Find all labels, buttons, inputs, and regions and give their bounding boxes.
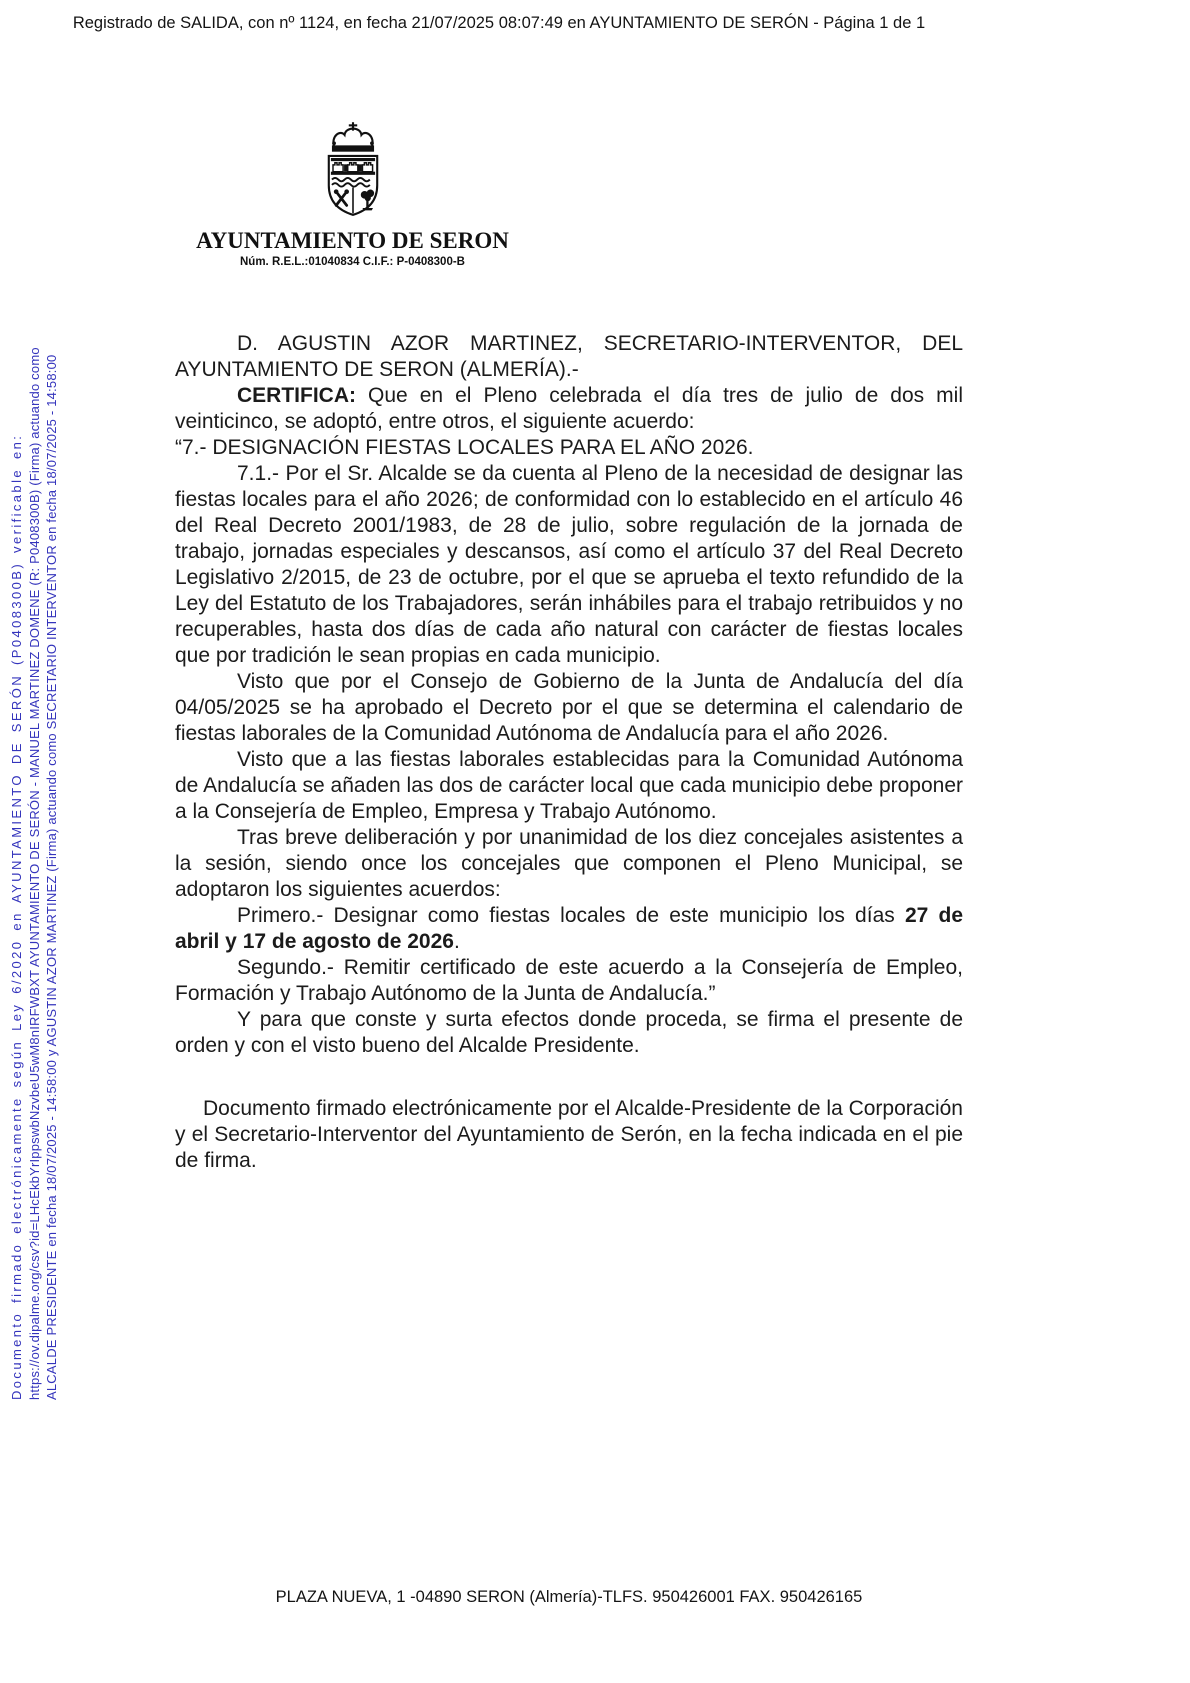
footer-address: PLAZA NUEVA, 1 -04890 SERON (Almería)-TLFS. 950426001 FAX. 950426165: [275, 1588, 863, 1606]
signature-verification-line: Documento firmado electrónicamente según Ley 6/2020 en AYUNTAMIENTO DE SERÓN (P0408300B) verificable en:: [9, 433, 24, 1400]
signature-signers-line: ALCALDE PRESIDENTE en fecha 18/07/2025 - 14:58:00 y AGUSTIN AZOR MARTINEZ (Firma) actuando como SECRETARIO INTERVENTOR en fecha 18/07/2025 - 14:58:00: [44, 354, 59, 1400]
letterhead: [195, 118, 510, 268]
municipality-name: AYUNTAMIENTO DE SERON: [196, 228, 509, 253]
signature-url-line: https://ov.dipalme.org/csv?id=LHcEkbYrIppswbNzvbeU5wM8nIRFWBXT AYUNTAMIENTO DE SERÓN - MANUEL MARTINEZ DOMENE (R: P0408300B) (Firma) actuando como: [26, 347, 42, 1400]
certificate-intro: D. AGUSTIN AZOR MARTINEZ, SECRETARIO-INTERVENTOR, DEL AYUNTAMIENTO DE SERON (ALMERÍA).-: [175, 332, 963, 381]
certifica-label: CERTIFICA:: [237, 384, 356, 407]
paragraph-cierre: Y para que conste y surta efectos donde proceda, se firma el presente de orden y con el visto bueno del Alcalde Presidente.: [175, 1008, 963, 1057]
certifica-text: Que en el Pleno celebrada el día tres de julio de dos mil veinticinco, se adoptó, entre otros, el siguiente acuerdo:: [175, 384, 963, 433]
paragraph-primero: [175, 903, 963, 955]
paragraph-deliberacion: Tras breve deliberación y por unanimidad de los diez concejales asistentes a la sesión, siendo once los concejales que componen el Pleno Municipal, se adoptaron los siguientes acuerdos:: [175, 826, 963, 901]
paragraph-visto-junta: Visto que por el Consejo de Gobierno de la Junta de Andalucía del día 04/05/2025 se ha aprobado el Decreto por el que se determina el calendario de fiestas laborales de la Comunidad Autónoma de Andalucía para el año 2026.: [175, 670, 963, 745]
signature-sidebar-rotated-text: [8, 197, 61, 1400]
paragraph-7-1: 7.1.- Por el Sr. Alcalde se da cuenta al Pleno de la necesidad de designar las fiestas locales para el año 2026; de conformidad con lo establecido en el artículo 46 del Real Decreto 2001/1983, de 28 de julio, sobre regulación de la jornada de trabajo, jornadas especiales y descansos, así como el artículo 37 del Real Decreto Legislativo 2/2015, de 23 de octubre, por el que se aprueba el texto refundido de la Ley del Estatuto de los Trabajadores, serán inhábiles para el trabajo retribuidos y no recuperables, hasta dos días de cada año natural con carácter de fiestas locales que por tradición le sean propias en cada municipio.: [175, 462, 963, 667]
seron-coat-of-arms-icon: [318, 118, 388, 218]
signature-sidebar: [8, 197, 68, 1400]
primero-text: Primero.- Designar como fiestas locales de este municipio los días: [237, 904, 905, 927]
primero-end: .: [453, 930, 460, 953]
certificate-body: [175, 331, 963, 1174]
paragraph-segundo: Segundo.- Remitir certificado de este acuerdo a la Consejería de Empleo, Formación y Trabajo Autónomo de la Junta de Andalucía.”: [175, 956, 963, 1005]
fiestas-dates: 27 de abril y 17 de agosto de 2026: [175, 904, 964, 953]
electronic-signature-note: Documento firmado electrónicamente por el Alcalde-Presidente de la Corporación y el Secretario-Interventor del Ayuntamiento de Serón, en la fecha indicada en el pie de firma.: [175, 1097, 963, 1172]
agreement-title: “7.- DESIGNACIÓN FIESTAS LOCALES PARA EL AÑO 2026.: [175, 436, 754, 459]
paragraph-visto-fiestas: Visto que a las fiestas laborales establecidas para la Comunidad Autónoma de Andalucía se añaden las dos de carácter local que cada municipio debe proponer a la Consejería de Empleo, Empresa y Trabajo Autónomo.: [175, 748, 963, 823]
registration-stamp: Registrado de SALIDA, con nº 1124, en fecha 21/07/2025 08:07:49 en AYUNTAMIENTO DE SERÓN - Página 1 de 1: [72, 14, 926, 32]
certifica-paragraph: [175, 383, 963, 435]
municipality-registry: Núm. R.E.L.:01040834 C.I.F.: P-0408300-B: [240, 256, 465, 268]
